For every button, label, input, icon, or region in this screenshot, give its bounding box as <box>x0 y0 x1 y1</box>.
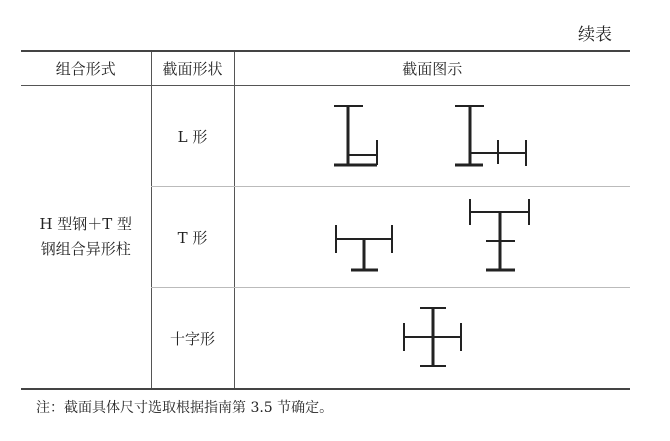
t-shape-diagram-1 <box>336 225 392 270</box>
combination-form-line2: 钢组合异形柱 <box>40 240 131 258</box>
table-row <box>21 86 630 187</box>
shape-label-cross: 十字形 <box>151 288 234 390</box>
l-shape-diagram-2 <box>455 106 526 166</box>
t-shape-diagrams <box>235 187 631 287</box>
combination-form-cell <box>21 86 151 390</box>
header-section-diagram: 截面图示 <box>234 51 630 86</box>
continued-label: 续表 <box>578 25 612 45</box>
diagram-cell-l <box>234 86 630 187</box>
table-header-row <box>21 51 630 86</box>
shape-label-t: T 形 <box>151 187 234 288</box>
cross-shape-diagram <box>235 288 631 388</box>
diagram-cell-t <box>234 187 630 288</box>
section-table <box>21 50 630 390</box>
t-shape-diagram-2 <box>470 199 529 270</box>
diagram-cell-cross <box>234 288 630 390</box>
header-combination-form: 组合形式 <box>21 51 151 86</box>
combination-form-line1: H 型钢＋T 型 <box>39 215 133 233</box>
l-shape-diagrams <box>235 86 631 186</box>
footnote: 注：截面具体尺寸选取根据指南第 3.5 节确定。 <box>36 400 334 416</box>
l-shape-diagram-1 <box>334 106 377 165</box>
header-section-shape: 截面形状 <box>151 51 234 86</box>
shape-label-l: L 形 <box>151 86 234 187</box>
